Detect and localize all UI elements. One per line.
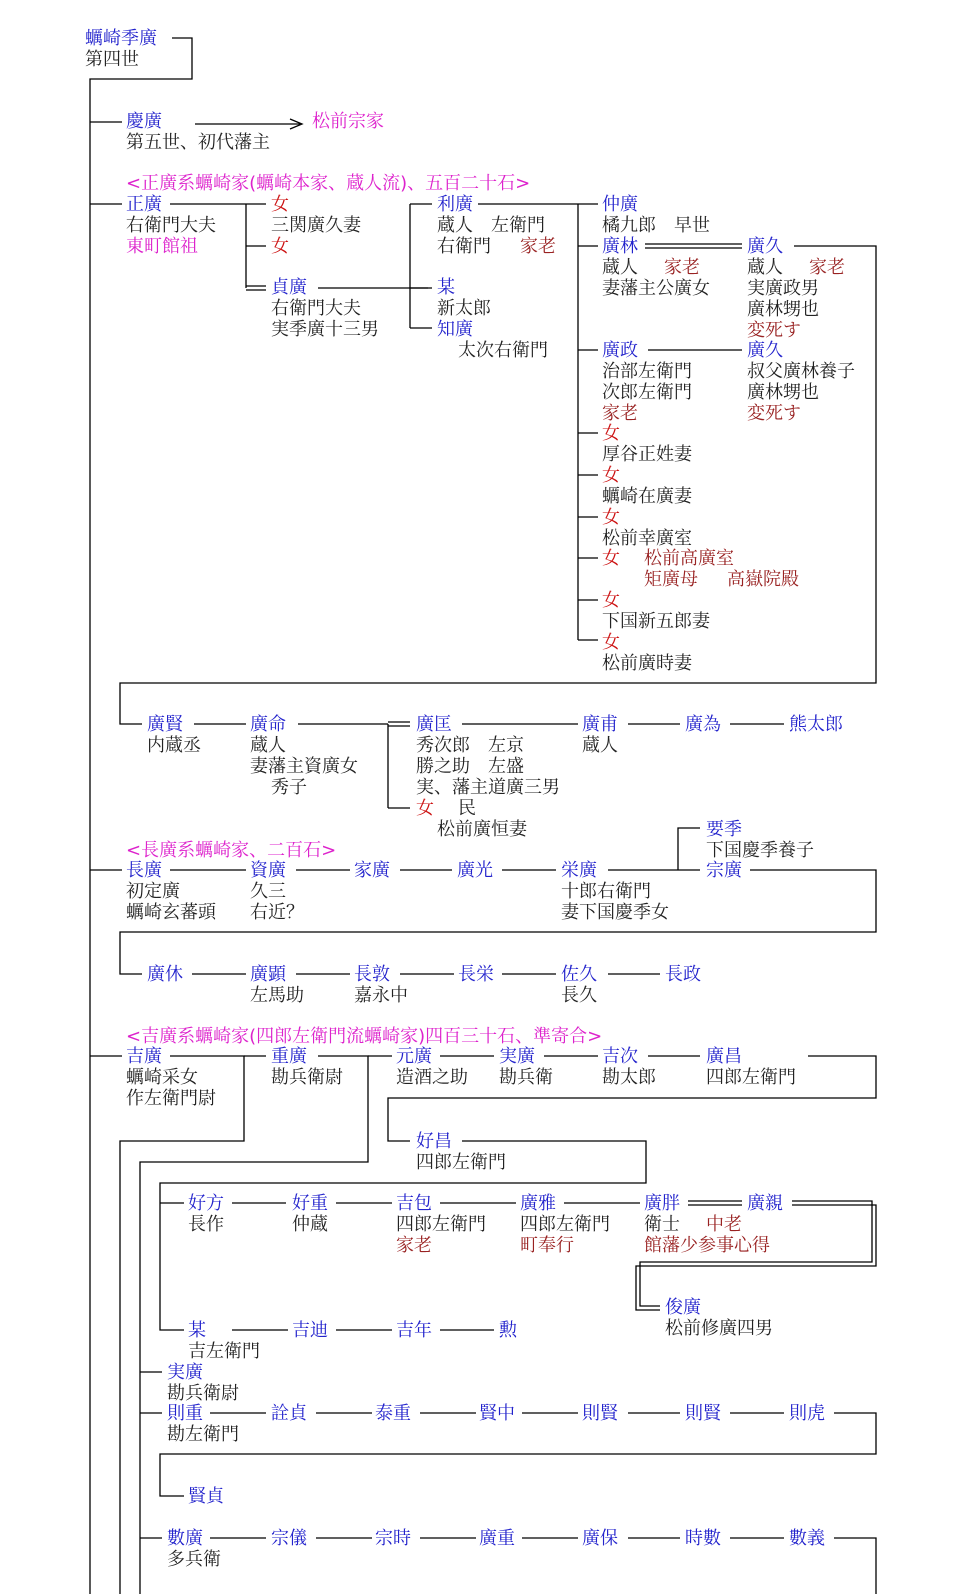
person-name: 女 [602,548,620,569]
person-note: 多兵衛 [167,1549,221,1570]
person-note: 右衛門大夫 [271,298,361,319]
person-name: 某 [188,1320,206,1341]
person-note: 松前廣時妻 [602,653,692,674]
person-note: 衛士 [644,1214,680,1235]
person-name: 廣林 [602,236,638,257]
person-name: 則虎 [789,1403,825,1424]
person-note: 治部左衛門 [602,361,692,382]
person-name: 蠣崎季廣 [85,28,157,49]
person-note: 秀次郎 左京 [416,735,524,756]
person-name: 賢中 [479,1403,515,1424]
person-name: 某 [437,277,455,298]
person-note: 民 [458,798,476,819]
person-role: 町奉行 [520,1235,574,1256]
person-name: 廣匡 [416,714,452,735]
person-note: 四郎左衛門 [416,1152,506,1173]
person-note: 妻藩主資廣女 [250,756,358,777]
person-name: 廣久 [747,236,783,257]
section-heading: <吉廣系蠣崎家(四郎左衛門流蠣崎家)四百三十石、準寄合> [126,1026,603,1047]
person-note: 下国新五郎妻 [602,611,710,632]
person-note: 勘左衛門 [167,1424,239,1445]
person-name: 數義 [789,1528,825,1549]
person-name: 俊廣 [665,1297,701,1318]
person-name: 好昌 [416,1131,452,1152]
person-note: 蠣崎采女 [126,1067,198,1088]
person-note: 新太郎 [437,298,491,319]
person-name: 長廣 [126,860,162,881]
person-name: 女 [271,194,289,215]
person-note: 実廣政男 [747,278,819,299]
person-note: 蔵人 [747,257,783,278]
person-note: 嘉永中 [354,985,408,1006]
person-note: 吉左衛門 [188,1341,260,1362]
person-name: 好重 [292,1193,328,1214]
person-name: 貞廣 [271,277,307,298]
person-name: 廣昌 [706,1046,742,1067]
person-name: 廣雅 [520,1193,556,1214]
person-name: 吉廣 [126,1046,162,1067]
person-note: 叔父廣林養子 [747,361,855,382]
person-name: 女 [416,798,434,819]
person-name: 數廣 [167,1528,203,1549]
person-note: 橘九郎 早世 [602,215,710,236]
person-name: 泰重 [375,1403,411,1424]
person-note: 作左衛門尉 [126,1088,216,1109]
person-note: 長作 [188,1214,224,1235]
person-note: 蔵人 [250,735,286,756]
person-note: 下国慶季養子 [706,840,814,861]
person-name: 好方 [188,1193,224,1214]
person-note: 右近？ [250,902,304,923]
person-note: 松前廣恒妻 [437,819,527,840]
person-name: 廣親 [747,1193,783,1214]
person-note: 厚谷正姓妻 [602,444,692,465]
person-name: 廣顕 [250,964,286,985]
person-note: 蔵人 左衛門 [437,215,545,236]
person-note: 内蔵丞 [147,735,201,756]
person-role: 家老 [809,257,845,278]
person-name: 家廣 [354,860,390,881]
person-role: 家老 [520,236,556,257]
person-name: 廣甫 [582,714,618,735]
person-name: 正廣 [126,194,162,215]
person-note: 蠣崎在廣妻 [602,486,692,507]
person-name: 勲 [499,1320,517,1341]
person-role: 松前高廣室 [644,548,734,569]
person-name: 利廣 [437,194,473,215]
person-name: 女 [602,507,620,528]
person-name: 廣胖 [644,1193,680,1214]
person-note: 松前修廣四男 [665,1318,773,1339]
person-note: 長久 [561,985,597,1006]
person-note: 四郎左衛門 [396,1214,486,1235]
person-note: 右衛門大夫 [126,215,216,236]
person-name: 重廣 [271,1046,307,1067]
person-name: 熊太郎 [789,714,843,735]
person-name: 廣命 [250,714,286,735]
person-note: 造酒之助 [396,1067,468,1088]
person-name: 廣休 [147,964,183,985]
person-note: 勘兵衛尉 [167,1383,239,1404]
person-name: 廣賢 [147,714,183,735]
person-name: 長栄 [458,964,494,985]
person-name: 女 [602,632,620,653]
arrow-target-label: 松前宗家 [312,111,384,132]
person-note: 勘太郎 [602,1067,656,1088]
person-role: 変死す [747,403,801,424]
person-name: 長政 [665,964,701,985]
person-name: 廣為 [685,714,721,735]
person-note: 初定廣 [126,881,180,902]
person-note: 四郎左衛門 [706,1067,796,1088]
person-note: 三関廣久妻 [271,215,361,236]
person-name: 賢貞 [188,1486,224,1507]
person-note: 十郎右衛門 [561,881,651,902]
person-name: 知廣 [437,319,473,340]
person-note: 実季廣十三男 [271,319,379,340]
person-name: 吉迪 [292,1320,328,1341]
person-role: 館藩少参事心得 [644,1235,770,1256]
person-role: 変死す [747,320,801,341]
person-name: 宗時 [375,1528,411,1549]
person-name: 仲廣 [602,194,638,215]
person-note: 蠣崎玄蕃頭 [126,902,216,923]
person-name: 則賢 [582,1403,618,1424]
person-role: 家老 [664,257,700,278]
person-role: 家老 [602,403,638,424]
person-name: 宗儀 [271,1528,307,1549]
person-note: 廣林甥也 [747,382,819,403]
person-note: 勝之助 左盛 [416,756,524,777]
person-name: 宗廣 [706,860,742,881]
person-name: 要季 [706,819,742,840]
person-note: 妻下国慶季女 [561,902,669,923]
section-heading: <長廣系蠣崎家、二百石> [126,840,337,861]
person-note: 太次右衛門 [458,340,548,361]
person-name: 時數 [685,1528,721,1549]
person-note: 仲蔵 [292,1214,328,1235]
person-name: 廣政 [602,340,638,361]
person-note: 実、藩主道廣三男 [416,777,560,798]
person-role: 家老 [396,1235,432,1256]
person-name: 廣保 [582,1528,618,1549]
person-note: 松前幸廣室 [602,528,692,549]
person-note: 勘兵衛尉 [271,1067,343,1088]
person-note: 蔵人 [602,257,638,278]
person-note: 第四世 [85,49,139,70]
person-name: 慶廣 [126,111,162,132]
person-name: 詮貞 [271,1403,307,1424]
person-note: 妻藩主公廣女 [602,278,710,299]
section-heading: <正廣系蠣崎家(蠣崎本家、蔵人流)、五百二十石> [126,173,531,194]
person-name: 廣久 [747,340,783,361]
person-name: 則重 [167,1403,203,1424]
person-name: 吉包 [396,1193,432,1214]
person-note: 勘兵衛 [499,1067,553,1088]
person-name: 女 [602,590,620,611]
person-note: 右衛門 [437,236,491,257]
person-name: 実廣 [499,1046,535,1067]
person-role: 矩廣母 [644,569,698,590]
person-name: 長敦 [354,964,390,985]
person-note: 秀子 [271,777,307,798]
person-note: 第五世、初代藩主 [126,132,270,153]
person-note: 廣林甥也 [747,299,819,320]
person-name: 佐久 [561,964,597,985]
person-note: 四郎左衛門 [520,1214,610,1235]
person-note: 左馬助 [250,985,304,1006]
person-name: 吉年 [396,1320,432,1341]
person-name: 吉次 [602,1046,638,1067]
person-name: 元廣 [396,1046,432,1067]
person-name: 女 [602,423,620,444]
person-role: 高嶽院殿 [727,569,799,590]
person-name: 実廣 [167,1362,203,1383]
person-role: 中老 [706,1214,742,1235]
person-name: 資廣 [250,860,286,881]
person-note: 次郎左衛門 [602,382,692,403]
person-name: 女 [602,465,620,486]
person-name: 廣光 [457,860,493,881]
person-name: 廣重 [479,1528,515,1549]
person-name: 栄廣 [561,860,597,881]
person-note: 蔵人 [582,735,618,756]
person-note: 東町館祖 [126,236,198,257]
person-name: 則賢 [685,1403,721,1424]
person-name: 女 [271,236,289,257]
person-note: 久三 [250,881,286,902]
